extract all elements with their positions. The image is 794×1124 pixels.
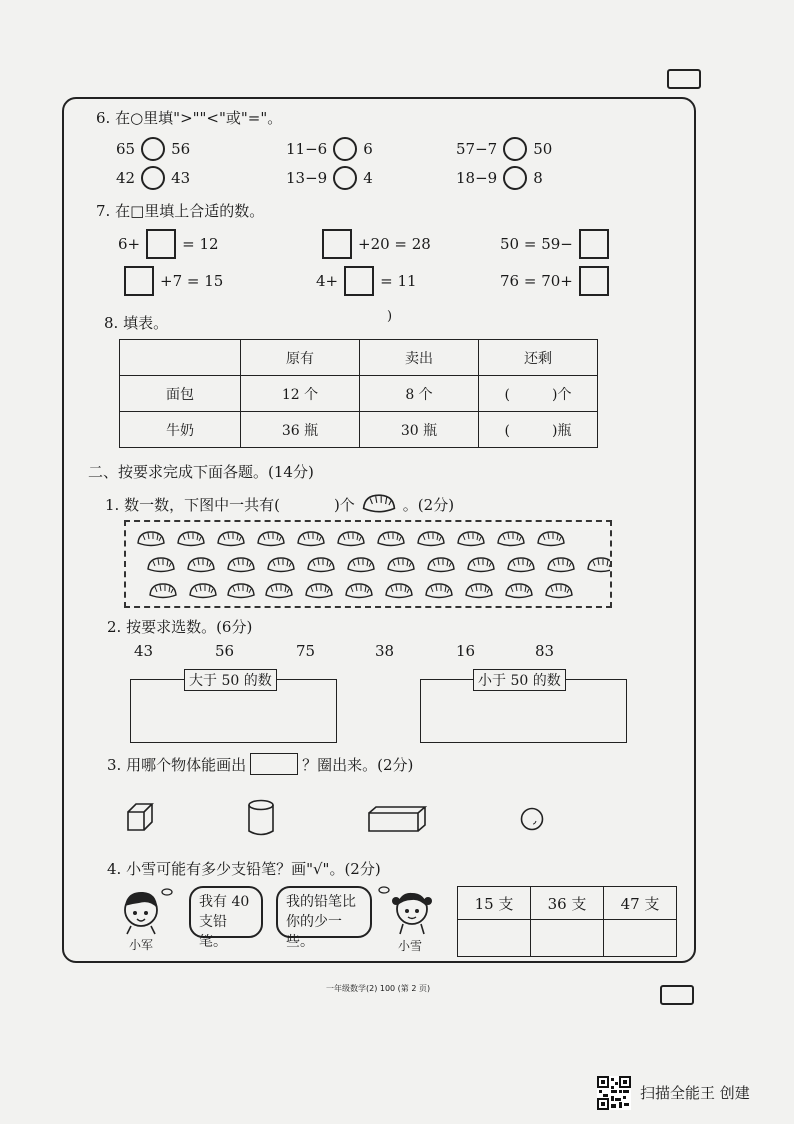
dumpling-icon [148, 558, 174, 572]
check-cell[interactable] [604, 920, 677, 957]
dumpling-icon [228, 558, 254, 572]
operand: 42 [116, 169, 136, 187]
operand: 11−6 [286, 140, 328, 158]
dumpling-icon [458, 532, 484, 546]
dumpling-icon [266, 584, 292, 598]
expr-right: = 12 [182, 235, 219, 253]
answer-box[interactable] [579, 266, 609, 296]
table-cell: 原有 [241, 340, 360, 376]
expr-left: 4+ [316, 272, 339, 290]
q7-item [118, 266, 223, 296]
number-item[interactable]: 83 [535, 642, 555, 660]
table-cell: 卖出 [360, 340, 479, 376]
operand: 56 [171, 140, 191, 158]
dumpling-icon [468, 558, 494, 572]
table-cell: 面包 [120, 376, 241, 412]
dumpling-icon [190, 584, 216, 598]
stray-mark: ) [387, 309, 393, 324]
table-cell: 36 瓶 [241, 412, 360, 448]
table-cell: 8 个 [360, 376, 479, 412]
table-header-row [120, 340, 598, 376]
less-than-50-label: 小于 50 的数 [473, 669, 566, 691]
table-cell: 牛奶 [120, 412, 241, 448]
expr-left: 6+ [118, 235, 141, 253]
dumpling-box [124, 520, 612, 608]
answer-box[interactable] [146, 229, 176, 259]
dumpling-icon [268, 558, 294, 572]
number-item[interactable]: 16 [456, 642, 476, 660]
answer-box[interactable] [124, 266, 154, 296]
expr-left: 50 = 59− [500, 235, 573, 253]
boy-name: 小军 [129, 938, 154, 952]
q6-item [286, 166, 373, 190]
bubble-line: 支铅笔。 [199, 914, 227, 950]
dumpling-icon [418, 532, 444, 546]
dumpling-icon [538, 532, 564, 546]
dumpling-icon [426, 584, 452, 598]
q6-item [116, 166, 190, 190]
answer-circle[interactable] [333, 166, 357, 190]
p2-title: 2. 按要求选数。(6分) [107, 618, 253, 636]
girl-speech-bubble [276, 886, 372, 950]
dumpling-icon [338, 532, 364, 546]
p1-prefix: 1. 数一数，下图中一共有( [105, 495, 280, 514]
dumpling-icon [178, 532, 204, 546]
p3-title [107, 753, 413, 775]
cylinder-icon[interactable] [246, 798, 276, 838]
pencil-options-table [457, 886, 677, 957]
check-cell[interactable] [458, 920, 531, 957]
dumpling-icon [588, 558, 610, 572]
dumpling-icon [308, 558, 334, 572]
operand: 6 [363, 140, 373, 158]
dumpling-icon [188, 558, 214, 572]
table-row [458, 920, 677, 957]
dumpling-icon [506, 584, 532, 598]
operand: 65 [116, 140, 136, 158]
p1-suffix: 。(2分) [402, 495, 455, 514]
sphere-icon[interactable] [519, 806, 545, 832]
dumpling-icon [298, 532, 324, 546]
corner-mark-top [667, 69, 701, 89]
q7-item [118, 229, 219, 259]
q7-item [316, 229, 431, 259]
cuboid-icon[interactable] [366, 804, 428, 834]
dumpling-icon [548, 558, 574, 572]
expr-right: +7 = 15 [160, 272, 224, 290]
table-cell: 还剩 [479, 340, 598, 376]
dumpling-icon [498, 532, 524, 546]
answer-circle[interactable] [141, 166, 165, 190]
answer-circle[interactable] [503, 166, 527, 190]
operand: 57−7 [456, 140, 498, 158]
bubble-line: 我的铅笔比 [286, 894, 356, 910]
check-cell[interactable] [531, 920, 604, 957]
dumpling-icon [138, 532, 164, 546]
operand: 43 [171, 169, 191, 187]
option-cell: 36 支 [531, 887, 604, 920]
number-item[interactable]: 43 [134, 642, 154, 660]
expr-left: 76 = 70+ [500, 272, 573, 290]
p1-middle: )个 [333, 495, 355, 514]
q7-item [500, 229, 615, 259]
answer-box[interactable] [344, 266, 374, 296]
operand: 8 [533, 169, 543, 187]
table-cell: 12 个 [241, 376, 360, 412]
operand: 4 [363, 169, 373, 187]
qr-code-icon [597, 1076, 631, 1110]
answer-circle[interactable] [503, 137, 527, 161]
dumpling-icon [546, 584, 572, 598]
answer-cell[interactable]: ( )个 [479, 376, 598, 412]
dumpling-icon [388, 558, 414, 572]
table-cell [120, 340, 241, 376]
number-item[interactable]: 75 [296, 642, 316, 660]
bubble-line: 你的少一些。 [286, 914, 342, 950]
option-cell: 47 支 [604, 887, 677, 920]
answer-cell[interactable]: ( )瓶 [479, 412, 598, 448]
dumpling-icon [306, 584, 332, 598]
answer-circle[interactable] [141, 137, 165, 161]
answer-box[interactable] [322, 229, 352, 259]
operand: 13−9 [286, 169, 328, 187]
q8-table [119, 339, 598, 448]
dumpling-icon [218, 532, 244, 546]
answer-box[interactable] [579, 229, 609, 259]
option-cell: 15 支 [458, 887, 531, 920]
dumpling-icon [346, 584, 372, 598]
p4-title: 4. 小雪可能有多少支铅笔？画"√"。(2分) [107, 860, 381, 878]
dumpling-group [126, 522, 610, 606]
expr-right: = 11 [380, 272, 417, 290]
dumpling-icon [348, 558, 374, 572]
number-item[interactable]: 38 [375, 642, 395, 660]
dumpling-icon [150, 584, 176, 598]
dumpling-icon [378, 532, 404, 546]
p1-title [105, 493, 454, 515]
scanner-brand: 扫描全能王 创建 [640, 1084, 750, 1102]
boy-icon [117, 886, 173, 936]
table-row [120, 412, 598, 448]
dumpling-icon [386, 584, 412, 598]
greater-than-50-label: 大于 50 的数 [184, 669, 277, 691]
q7-item [316, 266, 417, 296]
girl-name: 小雪 [398, 939, 423, 953]
q7-title: 7. 在□里填上合适的数。 [96, 202, 265, 220]
p3-suffix: ？圈出来。(2分) [302, 755, 414, 774]
corner-mark-bottom [660, 985, 694, 1005]
table-row [120, 376, 598, 412]
q6-title: 6. 在○里填">""<"或"="。 [96, 109, 283, 127]
section2-title: 二、按要求完成下面各题。(14分) [88, 463, 314, 481]
table-row [458, 887, 677, 920]
number-item[interactable]: 56 [215, 642, 235, 660]
dumpling-icon [359, 493, 399, 515]
operand: 50 [533, 140, 553, 158]
expr-right: +20 = 28 [358, 235, 431, 253]
rectangle-outline-icon [250, 753, 298, 775]
q8-title: 8. 填表。 [104, 314, 169, 332]
dumpling-icon [466, 584, 492, 598]
dumpling-icon [428, 558, 454, 572]
q6-item [456, 166, 543, 190]
q6-item [286, 137, 373, 161]
q6-item [456, 137, 552, 161]
dumpling-icon [228, 584, 254, 598]
p3-prefix: 3. 用哪个物体能画出 [107, 755, 247, 774]
boy-speech-bubble [189, 886, 263, 950]
operand: 18−9 [456, 169, 498, 187]
page-footer: 一年级数学(2) 100 (第 2 页) [326, 984, 431, 993]
bubble-line: 我有 40 [199, 894, 250, 910]
girl-icon [376, 884, 440, 936]
q7-item [500, 266, 615, 296]
q6-item [116, 137, 190, 161]
answer-circle[interactable] [333, 137, 357, 161]
cube-icon[interactable] [124, 800, 156, 834]
table-cell: 30 瓶 [360, 412, 479, 448]
dumpling-icon [508, 558, 534, 572]
dumpling-icon [258, 532, 284, 546]
